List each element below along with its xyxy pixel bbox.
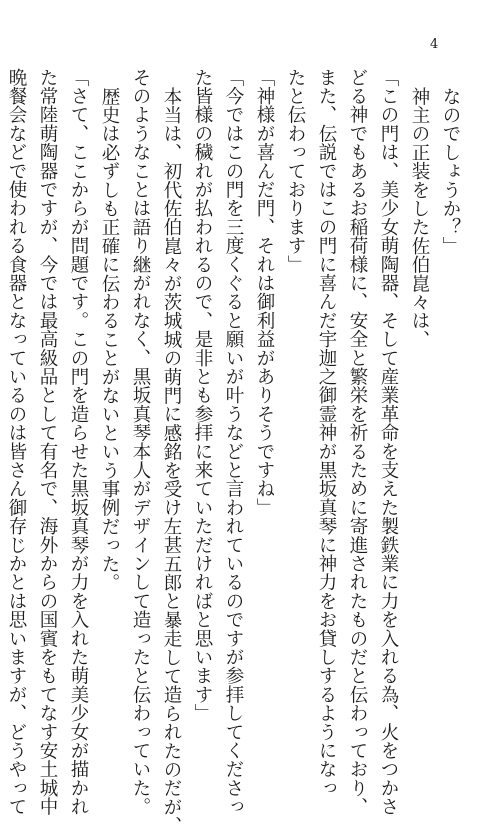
text-line: 神主の正装をした佐伯崑々は、 — [409, 86, 430, 349]
text-line: 歴史は必ずしも正確に伝わることがないという事例だった。 — [99, 86, 120, 592]
text-line: 「この門は、美少女萌陶器、そして産業革命を支えた製鉄業に力を入れる為、火をつかさ — [378, 68, 399, 816]
text-line: たと伝わっております」 — [285, 68, 306, 274]
text-line: また、伝説ではこの門に喜んだ宇迦之御霊神が黒坂真琴に神力をお貸しするようになっ — [316, 68, 337, 798]
text-line: 本当は、初代佐伯崑々が茨城城の萌門に感銘を受け左甚五郎と暴走して造られたのだが、 — [161, 86, 182, 835]
text-line: 「今ではこの門を三度くぐると願いが叶うなどと言われているのですが参拝してくださっ — [223, 68, 244, 816]
text-line: た皆様の穢れが払われるので、是非とも参拝に来ていただければと思います」 — [192, 68, 213, 723]
text-line: 晩餐会などで使われる食器となっているのは皆さん御存じかとは思いますが、どうやって — [6, 68, 27, 816]
text-line: 「神様が喜んだ門、それは御利益がありそうですね」 — [254, 68, 275, 517]
text-line: どる神でもあるお稲荷様に、安全と繁栄を祈るために寄進されたものだと伝わっており、 — [347, 68, 368, 816]
text-line: た常陸萌陶器ですが、今では最高級品として有名で、海外からの国賓をもてなす安土城中 — [37, 68, 58, 816]
text-line: 「さて、ここからが問題です。この門を造らせた黒坂真琴が力を入れた萌美少女が描かれ — [68, 68, 89, 816]
page-number: 4 — [430, 37, 439, 52]
text-line: そのようなことは語り継がれなく、黒坂真琴本人がデザインして造ったと伝わっていた。 — [130, 68, 151, 816]
vertical-text-body — [6, 68, 466, 835]
text-line: なのでしょうか？」 — [440, 86, 461, 255]
